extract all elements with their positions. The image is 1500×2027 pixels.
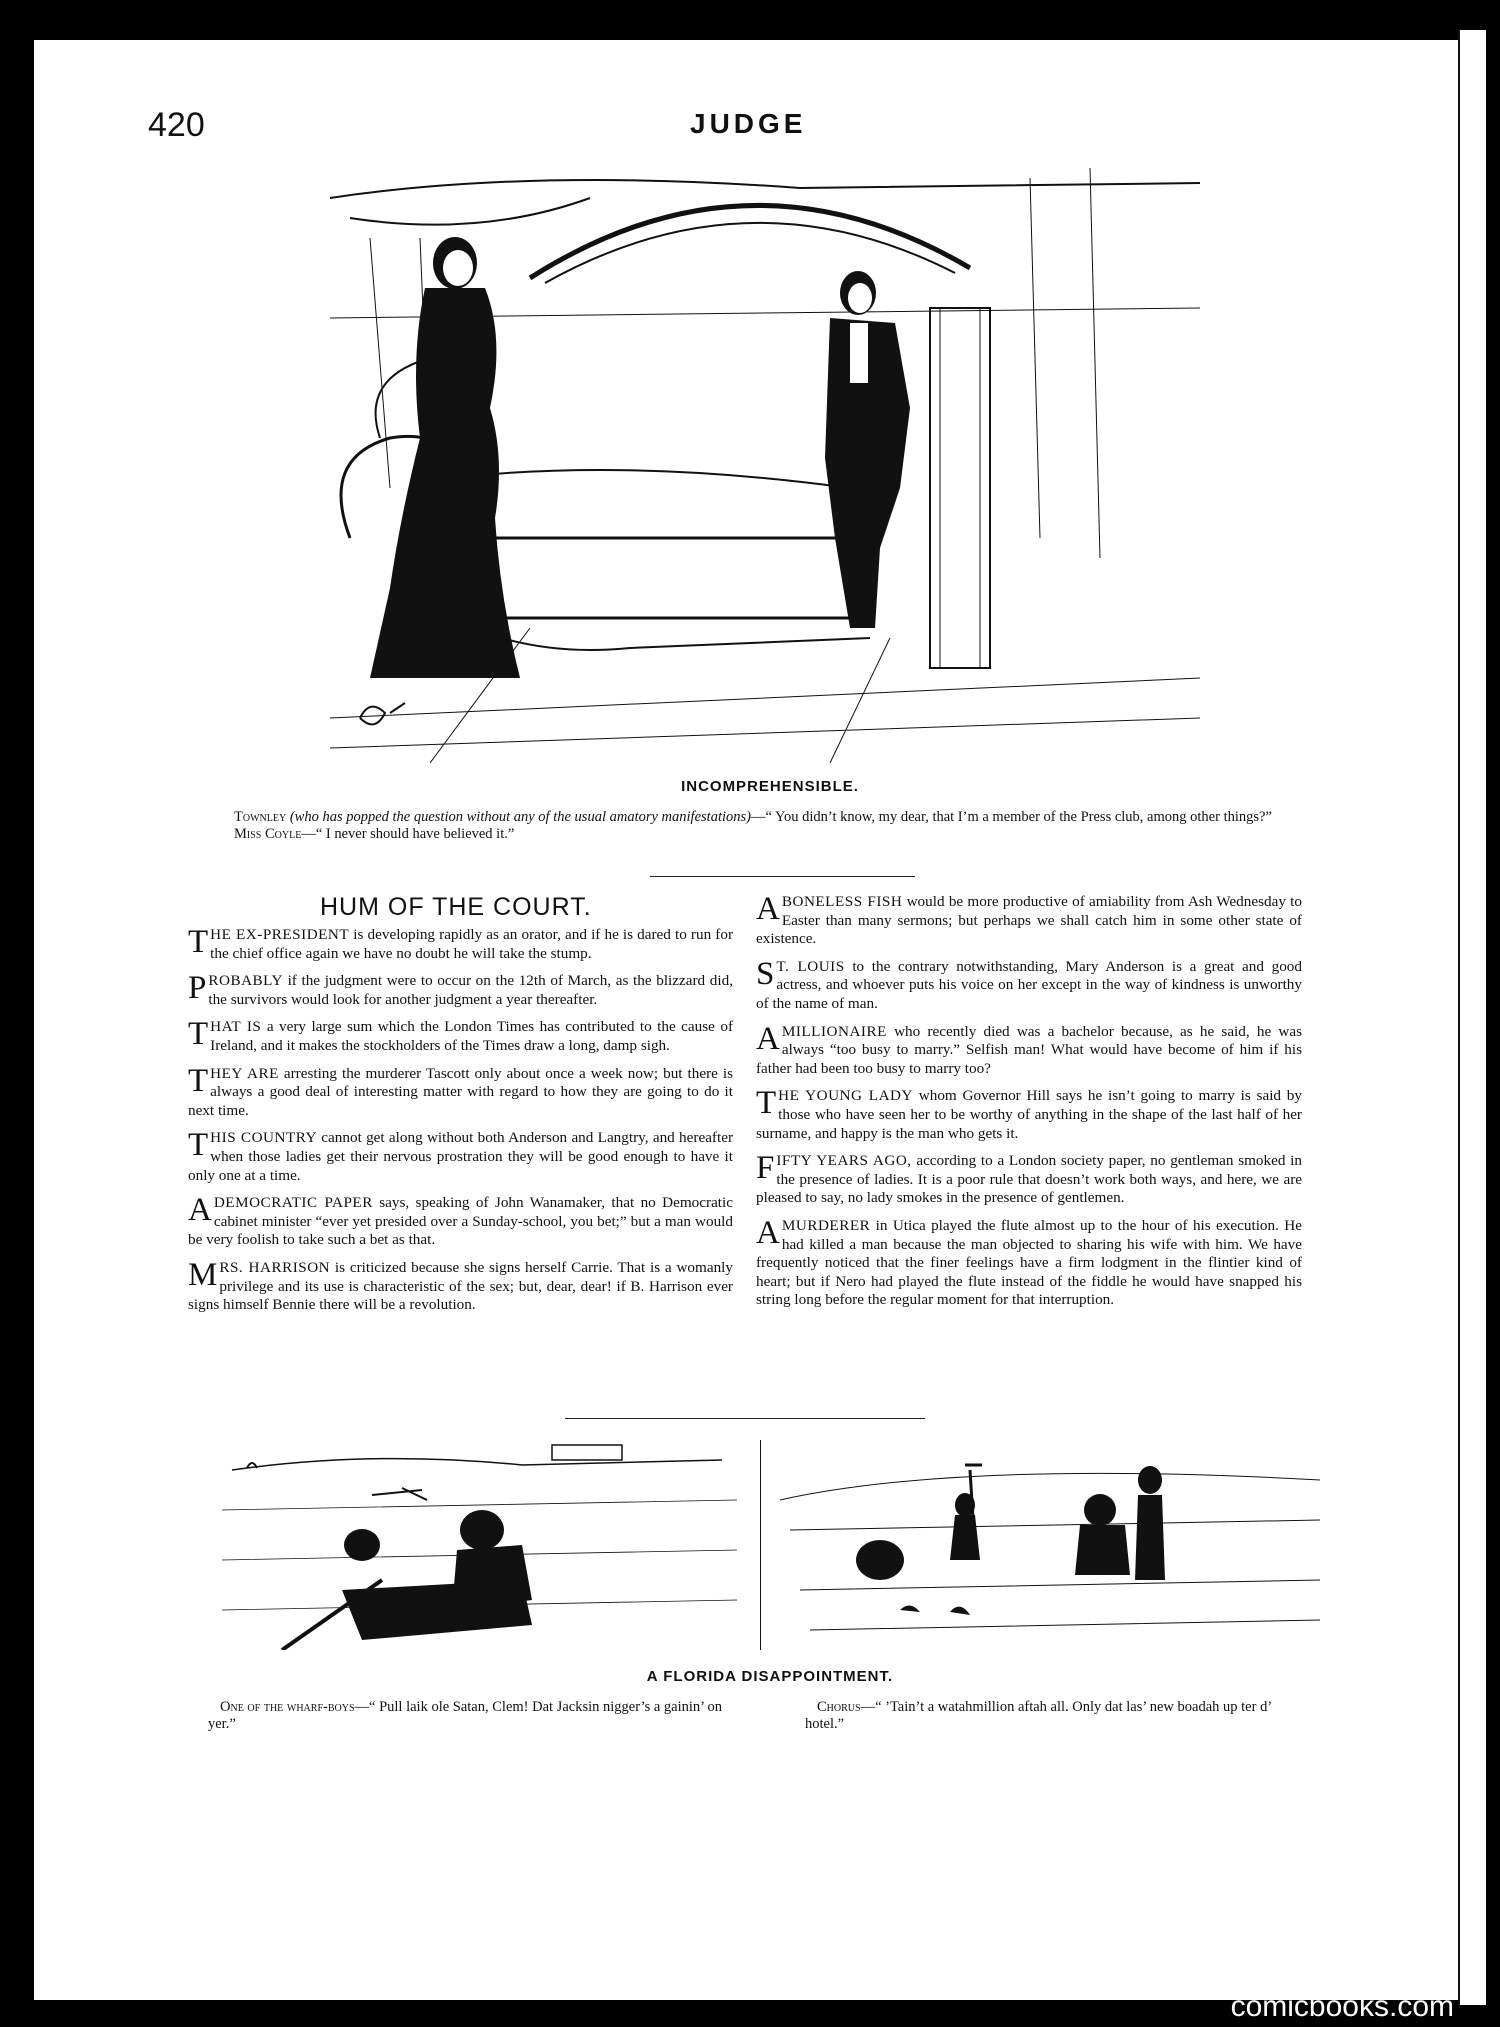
drop-cap: T: [188, 1016, 209, 1053]
column-item: [188, 1129, 733, 1185]
column-item: [756, 893, 1302, 949]
item-text: who recently died was a bachelor because, as he said, he was always “too busy to marry.” Selfish man! What would have become of him if his father had been too busy to marry too?: [756, 1022, 1302, 1077]
item-lead: HEY ARE: [210, 1064, 279, 1082]
item-text: arresting the murderer Tascott only about once a week now; but there is always a good deal of interesting matter with regard to how they are going to do it next time.: [188, 1064, 734, 1119]
left-speaker-line: —“ Pull laik ole Satan, Clem! Dat Jacksin nigger’s a gainin’ on yer.”: [208, 1699, 723, 1732]
right-speaker-name: Chorus: [817, 1699, 861, 1715]
column-item: [756, 1087, 1302, 1143]
cartoon1-dialogue: [222, 809, 1302, 843]
cartoon2-right-dialogue: [805, 1699, 1310, 1733]
column-item: [188, 1194, 733, 1250]
column-item: [188, 926, 733, 963]
speaker2-name: Miss Coyle: [234, 826, 302, 842]
cartoon1-title: INCOMPREHENSIBLE.: [681, 778, 859, 795]
item-text: would be more productive of amiability from Ash Wednesday to Easter than many sermons; but perhaps we shall catch him in some other state of existence.: [756, 893, 1302, 948]
item-text: a very large sum which the London Times has contributed to the cause of Ireland, and it makes the stockholders of the Times draw a long, damp sigh.: [210, 1018, 733, 1054]
chorus-in-water-illustration: [760, 1440, 1325, 1650]
item-lead: ROBABLY: [208, 972, 283, 990]
drop-cap: M: [188, 1256, 218, 1293]
magazine-title: JUDGE: [690, 108, 807, 139]
drop-cap: T: [756, 1085, 777, 1122]
item-text: cannot get along without both Anderson and Langtry, and hereafter when those ladies get their nervous prostration they will be good enough to have it only one at a time.: [188, 1129, 734, 1184]
page-number: 420: [148, 106, 205, 144]
drop-cap: A: [756, 1020, 780, 1057]
left-speaker-name: One of the wharf-boys: [220, 1699, 355, 1715]
column-item: [756, 1214, 1302, 1310]
speaker2-line: —“ I never should have believed it.”: [301, 826, 515, 842]
item-text: says, speaking of John Wanamaker, that no Democratic cabinet minister “ever yet presided over a Sunday-school, you bet;” but a man would be very foolish to take such a bet as that.: [188, 1194, 733, 1249]
column-item: [756, 1152, 1302, 1208]
item-text: is developing rapidly as an orator, and if he is dared to run for the chief office again we have no doubt he will take the stump.: [210, 926, 733, 962]
drop-cap: A: [756, 1214, 780, 1251]
item-lead: BONELESS FISH: [781, 893, 903, 910]
divider-rule: [565, 1418, 925, 1419]
drop-cap: T: [188, 1062, 209, 1099]
drop-cap: S: [756, 955, 775, 992]
cartoon2-left-dialogue: [208, 1699, 728, 1733]
speaker1-name: Townley: [234, 809, 287, 825]
adjacent-page-edge: [1458, 30, 1486, 2005]
item-lead: HE YOUNG LADY: [778, 1087, 913, 1105]
column-item: [188, 972, 733, 1009]
speaker1-line: —“ You didn’t know, my dear, that I’m a member of the Press club, among other things?”: [750, 809, 1272, 825]
incomprehensible-illustration: [330, 158, 1200, 763]
item-text: if the judgment were to occur on the 12th of March, as the blizzard did, the survivors would look for another judgment a year thereafter.: [208, 972, 733, 1008]
item-lead: DEMOCRATIC PAPER: [213, 1194, 373, 1212]
item-lead: MURDERER: [781, 1216, 871, 1234]
column-right: [756, 893, 1302, 1319]
drop-cap: A: [188, 1192, 212, 1229]
divider-rule: [650, 876, 915, 877]
item-text: whom Governor Hill says he isn’t going to marry is said by those who have seen her to be worthy of anything in the shape of the last half of her surname, and happy is the man who gets it.: [756, 1087, 1302, 1142]
cartoon2-title: A FLORIDA DISAPPOINTMENT.: [646, 1668, 894, 1685]
drop-cap: P: [188, 970, 207, 1007]
speaker1-aside: (who has popped the question without any of the usual amatory manifestations): [289, 809, 751, 825]
item-lead: T. LOUIS: [776, 957, 845, 975]
drop-cap: T: [188, 924, 209, 960]
column-item: [756, 1020, 1302, 1079]
item-lead: HAT IS: [210, 1018, 262, 1036]
item-lead: HIS COUNTRY: [210, 1129, 318, 1147]
item-lead: MILLIONAIRE: [781, 1022, 887, 1040]
drop-cap: F: [756, 1150, 775, 1187]
item-text: is criticized because she signs herself Carrie. That is a womanly privilege and its use is characteristic of the sex; but, dear, dear! if B. Harrison ever signs himself Bennie there will be a revolution.: [188, 1258, 733, 1314]
item-text: in Utica played the flute almost up to the hour of his execution. He had killed a man because the man objected to sharing his wife with him. We have frequently noticed that the finer feelings have a firm lodgment in the flintier kind of heart; but if Nero had played the flute instead of the fiddle he would have snapped his string long before the regular moment for that interruption.: [756, 1216, 1302, 1309]
item-lead: HE EX-PRESIDENT: [210, 926, 350, 943]
column-item: [756, 955, 1302, 1014]
item-lead: RS. HARRISON: [219, 1258, 331, 1276]
drop-cap: A: [756, 891, 780, 927]
drop-cap: T: [188, 1127, 209, 1164]
item-lead: IFTY YEARS AGO,: [776, 1152, 912, 1170]
wharf-boys-boat-illustration: [222, 1440, 737, 1650]
column-item: [188, 1256, 733, 1315]
column-item: [188, 1062, 734, 1121]
column-left: [188, 926, 733, 1324]
column-title: HUM OF THE COURT.: [320, 893, 592, 921]
item-text: according to a London society paper, no gentleman smoked in the presence of ladies. It is a poor rule that doesn’t work both ways, and here, we are pleased to say, no lady smokes in the presence of gentlemen.: [756, 1152, 1302, 1207]
right-speaker-line: —“ ’Tain’t a watahmillion aftah all. Only dat las’ new boadah up ter d’ hotel.”: [805, 1699, 1272, 1732]
item-text: to the contrary notwithstanding, Mary Anderson is a great and good actress, and whoever puts his voice on her except in the way of kindness is unworthy of the name of man.: [756, 957, 1302, 1012]
column-item: [188, 1018, 733, 1055]
watermark: comicbooks.com: [1230, 1990, 1454, 2023]
